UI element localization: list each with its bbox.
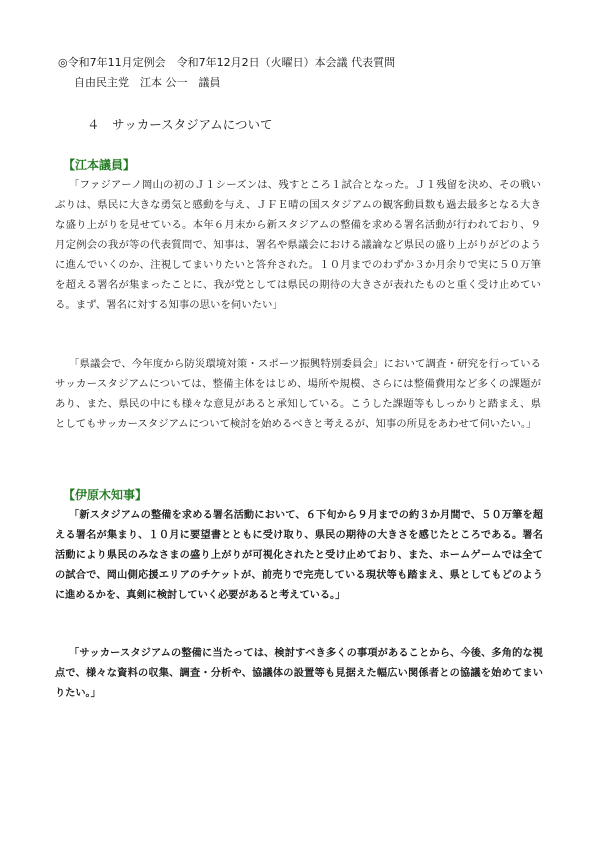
section-title: ４ サッカースタジアムについて xyxy=(87,117,273,132)
answer-speaker: 【伊原木知事】 xyxy=(63,488,148,502)
session-header: ◎令和7年11月定例会 令和7年12月2日（火曜日）本会議 代表質問 xyxy=(58,56,396,69)
member-line: 自由民主党 江本 公一 議員 xyxy=(74,76,221,89)
question-speaker: 【江本議員】 xyxy=(63,158,136,172)
answer-paragraph-1: 「新スタジアムの整備を求める署名活動において、６下旬から９月までの約３か月間で、５０万筆を超える署名が集まり、１０月に要望書とともに受け取り、県民の期待の大きさを感じたところである。署名活動により県民のみなさまの盛り上がりが可視化されたと受け止めており、また、ホームゲームでは全ての試合で、岡山側応援エリアのチケットが、前売りで完売している現状等も踏まえ、県としてもどのように進めるかを、真剣に検討していく必要があると考えている。」 xyxy=(55,510,543,601)
question-paragraph-2: 「県議会で、今年度から防災環境対策・スポーツ振興特別委員会」において調査・研究を行っているサッカースタジアムについては、整備主体をはじめ、場所や規模、さらには整備費用など多くの課題があり、また、県民の中にも様々な意見があると承知している。こうした課題等もしっかりと踏まえ、県としてもサッカースタジアムについて検討を始めるべきと考えるが、知事の所見をあわせて伺いたい。」 xyxy=(55,358,541,430)
question-paragraph-1: 「ファジアーノ岡山の初のＪ１シーズンは、残すところ１試合となった。Ｊ１残留を決め、その戦いぶりは、県民に大きな勇気と感動を与え、ＪＦＥ晴の国スタジアムの観客動員数も過去最多となる大きな盛り上がりを見せている。本年６月末から新スタジアムの整備を求める署名活動が行われており、９月定例会の我が等の代表質問で、知事は、署名や県議会における議論など県民の盛り上がりがどのように進んでいくのか、注視してまいりたいと答弁された。１０月までのわずか３か月余りで実に５０万筆を超える署名が集まったことに、我が党としては県民の期待の大きさが表れたものと重く受け止めている。まず、署名に対する知事の思いを伺いたい」 xyxy=(55,179,541,311)
answer-paragraph-2: 「サッカースタジアムの整備に当たっては、検討すべき多くの事項があることから、今後、多角的な視点で、様々な資料の収集、調査・分析や、協議体の設置等も見据えた幅広い関係者との協議を始めてまいりたい。」 xyxy=(55,648,543,699)
